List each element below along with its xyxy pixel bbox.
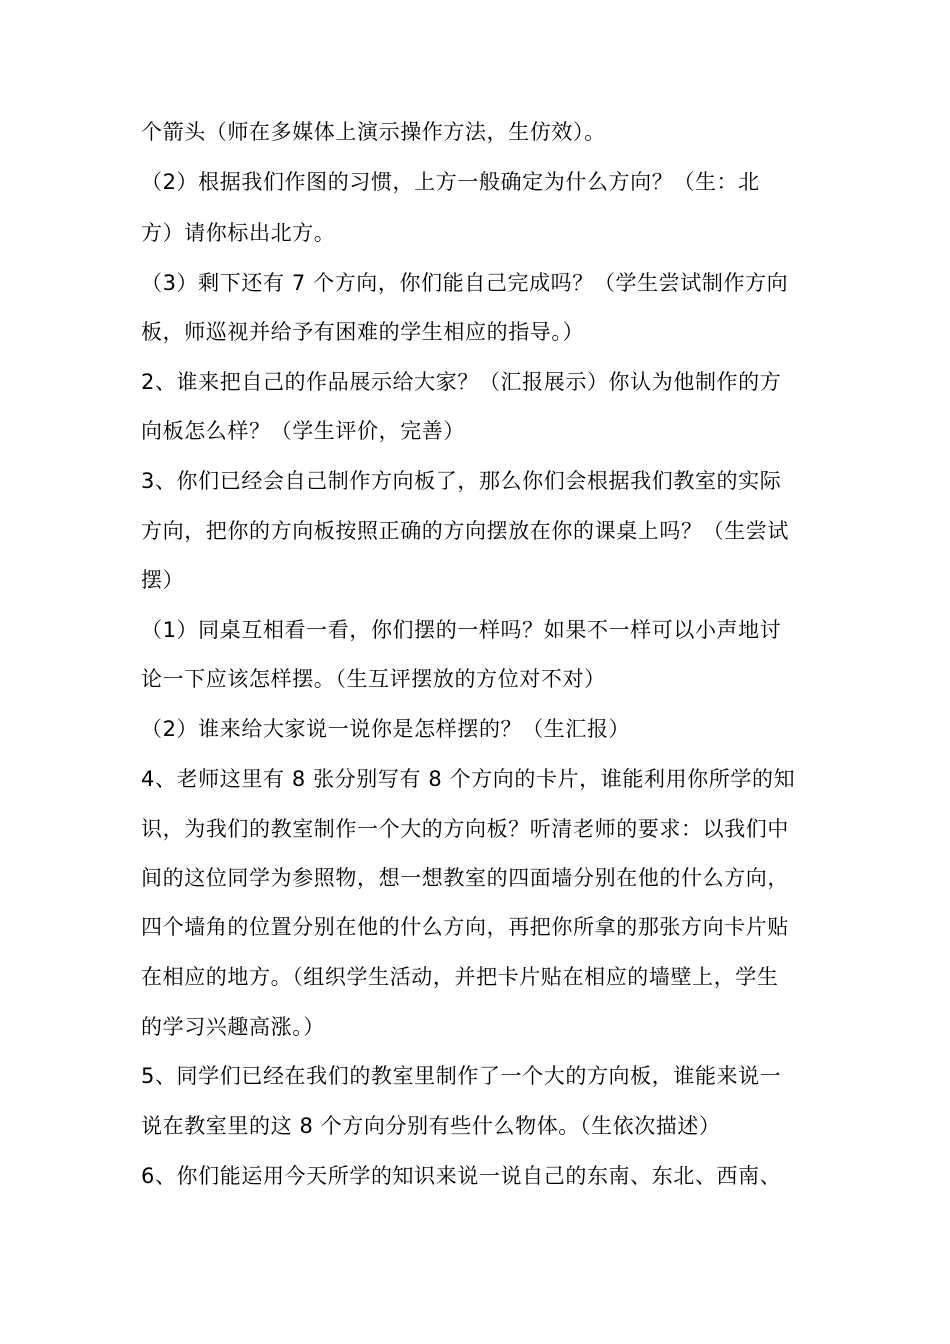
- text-line: 说在教室里的这 8 个方向分别有些什么物体。（生依次描述）: [141, 1114, 721, 1138]
- text-line: 个箭头（师在多媒体上演示操作方法，生仿效）。: [141, 120, 606, 144]
- text-line: 摆）: [141, 568, 185, 592]
- text-line: 4、老师这里有 8 张分别写有 8 个方向的卡片，谁能利用你所学的知: [141, 767, 796, 791]
- text-line: 在相应的地方。（组织学生活动，并把卡片贴在相应的墙壁上，学生: [141, 965, 779, 989]
- text-line: 3、你们已经会自己制作方向板了，那么你们会根据我们教室的实际: [141, 469, 782, 493]
- text-line: 5、同学们已经在我们的教室里制作了一个大的方向板，谁能来说一: [141, 1064, 782, 1088]
- text-line: 板，师巡视并给予有困难的学生相应的指导。）: [141, 320, 585, 344]
- text-line: 2、谁来把自己的作品展示给大家？（汇报展示）你认为他制作的方: [141, 370, 782, 394]
- text-line: 识，为我们的教室制作一个大的方向板？听清老师的要求：以我们中: [141, 817, 789, 841]
- text-line: 的学习兴趣高涨。）: [141, 1015, 325, 1039]
- text-line: （2）谁来给大家说一说你是怎样摆的？（生汇报）: [141, 717, 631, 741]
- text-line: （3）剩下还有 7 个方向，你们能自己完成吗？（学生尝试制作方向: [141, 271, 789, 295]
- text-line: 6、你们能运用今天所学的知识来说一说自己的东南、东北、西南、: [141, 1164, 782, 1188]
- text-line: 间的这位同学为参照物，想一想教室的四面墙分别在他的什么方向，: [141, 866, 789, 890]
- text-line: （1）同桌互相看一看，你们摆的一样吗？如果不一样可以小声地讨: [141, 618, 782, 642]
- text-line: 论一下应该怎样摆。（生互评摆放的方位对不对）: [141, 667, 606, 691]
- text-line: 方向，把你的方向板按照正确的方向摆放在你的课桌上吗？（生尝试: [141, 519, 789, 543]
- text-line: 方）请你标出北方。: [141, 221, 336, 245]
- text-line: 四个墙角的位置分别在他的什么方向，再把你所拿的那张方向卡片贴: [141, 915, 789, 939]
- text-line: （2）根据我们作图的习惯，上方一般确定为什么方向？（生：北: [141, 170, 760, 194]
- text-line: 向板怎么样？（学生评价，完善）: [141, 419, 465, 443]
